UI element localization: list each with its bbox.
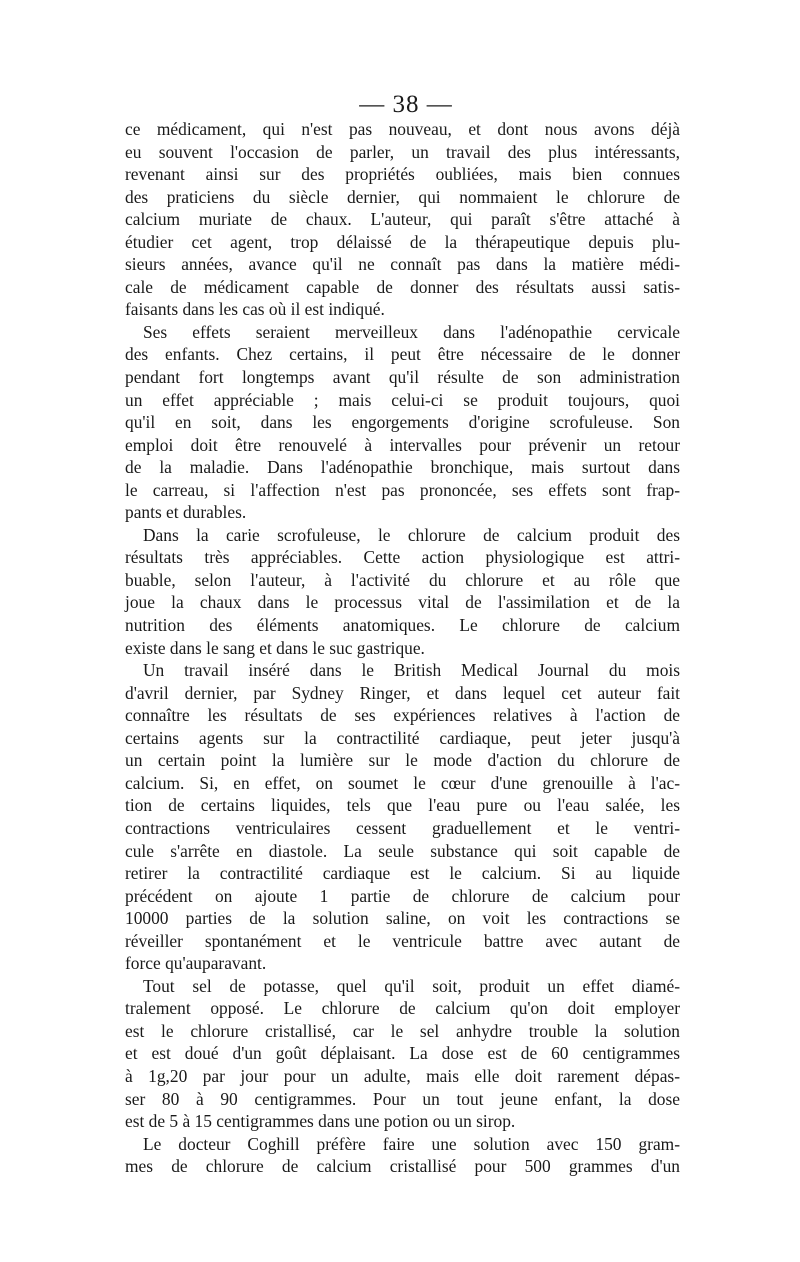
text-line: est le chlorure cristallisé, car le sel anhydre trouble la solution bbox=[125, 1020, 680, 1041]
text-line: Le docteur Coghill préfère faire une solution avec 150 gram- bbox=[143, 1133, 680, 1154]
text-line: pants et durables. bbox=[125, 502, 247, 523]
text-line: 10000 parties de la solution saline, on voit les contractions se bbox=[125, 908, 680, 929]
text-line: précédent on ajoute 1 partie de chlorure de calcium pour bbox=[125, 885, 680, 906]
text-line: qu'il en soit, dans les engorgements d'origine scrofuleuse. Son bbox=[125, 412, 680, 433]
text-line: existe dans le sang et dans le suc gastrique. bbox=[125, 637, 425, 658]
body-text bbox=[125, 118, 680, 1178]
text-line: et est doué d'un goût déplaisant. La dose est de 60 centigrammes bbox=[125, 1043, 680, 1064]
text-line: buable, selon l'auteur, à l'activité du chlorure et au rôle que bbox=[125, 569, 680, 590]
text-line: calcium muriate de chaux. L'auteur, qui paraît s'être attaché à bbox=[125, 209, 680, 230]
text-line: des enfants. Chez certains, il peut être nécessaire de le donner bbox=[125, 344, 680, 365]
text-line: Ses effets seraient merveilleux dans l'adénopathie cervicale bbox=[143, 321, 680, 342]
text-line: Dans la carie scrofuleuse, le chlorure de calcium produit des bbox=[143, 524, 680, 545]
text-line: emploi doit être renouvelé à intervalles pour prévenir un retour bbox=[125, 434, 680, 455]
text-line: réveiller spontanément et le ventricule battre avec autant de bbox=[125, 930, 680, 951]
text-line: un certain point la lumière sur le mode d'action du chlorure de bbox=[125, 750, 680, 771]
text-line: retirer la contractilité cardiaque est le calcium. Si au liquide bbox=[125, 863, 680, 884]
text-line: connaître les résultats de ses expériences relatives à l'action de bbox=[125, 705, 680, 726]
text-line: d'avril dernier, par Sydney Ringer, et dans lequel cet auteur fait bbox=[125, 682, 680, 703]
text-line: ser 80 à 90 centigrammes. Pour un tout jeune enfant, la dose bbox=[125, 1088, 680, 1109]
text-line: tralement opposé. Le chlorure de calcium qu'on doit employer bbox=[125, 998, 680, 1019]
text-line: revenant ainsi sur des propriétés oubliées, mais bien connues bbox=[125, 164, 680, 185]
text-line: le carreau, si l'affection n'est pas prononcée, ses effets sont frap- bbox=[125, 479, 680, 500]
text-line: pendant fort longtemps avant qu'il résulte de son administration bbox=[125, 367, 680, 388]
text-line: mes de chlorure de calcium cristallisé pour 500 grammes d'un bbox=[125, 1156, 680, 1177]
text-line: cule s'arrête en diastole. La seule substance qui soit capable de bbox=[125, 840, 680, 861]
text-line: de la maladie. Dans l'adénopathie bronchique, mais surtout dans bbox=[125, 457, 680, 478]
text-line: étudier cet agent, trop délaissé de la thérapeutique depuis plu- bbox=[125, 231, 680, 252]
text-line: certains agents sur la contractilité cardiaque, peut jeter jusqu'à bbox=[125, 727, 680, 748]
text-line: tion de certains liquides, tels que l'eau pure ou l'eau salée, les bbox=[125, 795, 680, 816]
page-number: — 38 — bbox=[359, 91, 453, 118]
text-line: à 1g,20 par jour pour un adulte, mais elle doit rarement dépas- bbox=[125, 1065, 680, 1086]
text-line: des praticiens du siècle dernier, qui nommaient le chlorure de bbox=[125, 186, 680, 207]
text-line: calcium. Si, en effet, on soumet le cœur d'une grenouille à l'ac- bbox=[125, 772, 680, 793]
text-line: un effet appréciable ; mais celui-ci se produit toujours, quoi bbox=[125, 389, 680, 410]
text-line: résultats très appréciables. Cette action physiologique est attri- bbox=[125, 547, 680, 568]
text-line: Tout sel de potasse, quel qu'il soit, produit un effet diamé- bbox=[143, 975, 680, 996]
text-line: nutrition des éléments anatomiques. Le chlorure de calcium bbox=[125, 615, 680, 636]
text-line: eu souvent l'occasion de parler, un travail des plus intéressants, bbox=[125, 141, 680, 162]
text-line: Un travail inséré dans le British Medical Journal du mois bbox=[143, 660, 680, 681]
text-line: ce médicament, qui n'est pas nouveau, et dont nous avons déjà bbox=[125, 119, 680, 139]
text-line: est de 5 à 15 centigrammes dans une potion ou un sirop. bbox=[125, 1111, 516, 1132]
text-line: faisants dans les cas où il est indiqué. bbox=[125, 299, 385, 320]
text-line: cale de médicament capable de donner des résultats aussi satis- bbox=[125, 276, 680, 297]
text-line: joue la chaux dans le processus vital de l'assimilation et de la bbox=[125, 592, 680, 613]
text-line: contractions ventriculaires cessent graduellement et le ventri- bbox=[125, 817, 680, 838]
text-line: sieurs années, avance qu'il ne connaît pas dans la matière médi- bbox=[125, 254, 680, 275]
text-line: force qu'auparavant. bbox=[125, 953, 267, 974]
